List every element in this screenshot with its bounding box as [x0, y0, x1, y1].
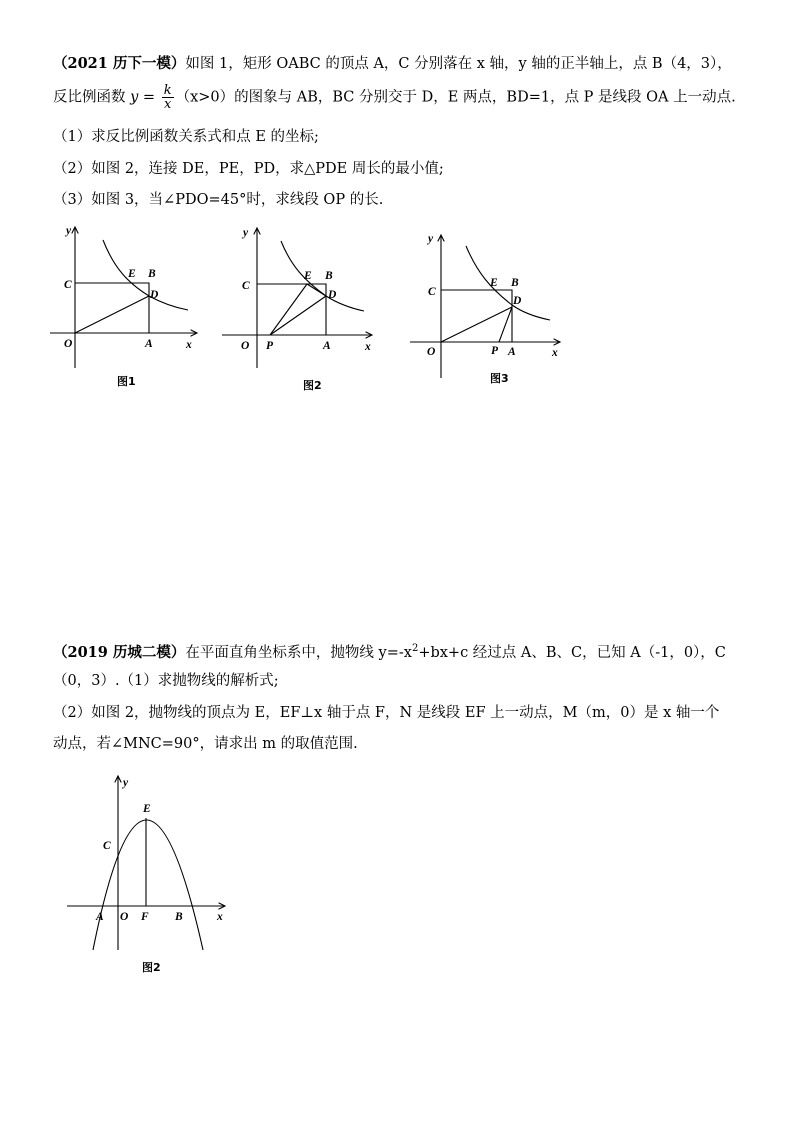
problem2-line4: 动点，若∠MNC=90°，请求出 m 的取值范围.	[53, 736, 358, 752]
fig3-label-A: A	[508, 346, 516, 358]
fig1-segment-OD	[75, 296, 149, 333]
problem1-statement-a: 如图 1，矩形 OABC 的顶点 A，C 分别落在 x 轴，y 轴的正半轴上，点 B（4，3），	[185, 56, 732, 72]
fig2-label-C: C	[242, 280, 250, 292]
fig4-label-E: E	[143, 803, 151, 815]
problem2-line1	[53, 639, 726, 663]
fig2-segment-PD	[270, 296, 326, 335]
problem2-statement-a-pre: 在平面直角坐标系中，抛物线 y=-x	[185, 644, 412, 661]
fig1-label-E: E	[128, 268, 136, 280]
fig3-label-x: x	[552, 347, 558, 359]
fraction-denominator: x	[163, 97, 172, 112]
fig1-label-D: D	[150, 289, 159, 301]
fraction-numerator: k	[163, 83, 172, 98]
fig4-label-C: C	[103, 840, 111, 852]
fig1-label-C: C	[64, 279, 72, 291]
fig2-segment-DE	[307, 284, 326, 296]
fig2-label-A: A	[323, 340, 331, 352]
problem2-line3: （2）如图 2，抛物线的顶点为 E，EF⊥x 轴于点 F，N 是线段 EF 上一动点，M（m，0）是 x 轴一个	[53, 705, 720, 721]
fig3-label-D: D	[513, 295, 522, 307]
fig1-label-x: x	[186, 339, 192, 351]
fig1-caption: 图1	[117, 375, 136, 388]
problem2-statement-a-post: +bx+c 经过点 A、B、C，已知 A（-1，0），C	[418, 644, 726, 661]
fig1-label-y: y	[66, 225, 72, 237]
fig4-label-y: y	[123, 777, 129, 789]
problem1-source: （2021 历下一模）	[53, 55, 186, 72]
problem1-statement-b-suffix: （x>0）的图象与 AB，BC 分别交于 D，E 两点，BD=1，点 P 是线段 OA 上一动点.	[175, 89, 736, 106]
problem1-statement-b-prefix: 反比例函数	[53, 89, 126, 106]
problem1-question2: （2）如图 2，连接 DE，PE，PD，求△PDE 周长的最小值;	[53, 161, 444, 177]
figure3-labels	[426, 233, 558, 385]
fig4-label-B: B	[175, 911, 183, 923]
fig2-segment-PE	[270, 284, 307, 335]
fig1-label-B: B	[148, 268, 156, 280]
fig2-label-D: D	[328, 289, 337, 301]
fig4-label-x: x	[217, 911, 223, 923]
fig1-label-A: A	[145, 338, 153, 350]
function-y: y	[130, 89, 139, 106]
fig1-rectangle	[75, 283, 149, 333]
problem1-question1: （1）求反比例函数关系式和点 E 的坐标;	[53, 129, 319, 145]
fig2-hyperbola	[281, 241, 364, 311]
fig1-hyperbola	[103, 240, 188, 310]
fig4-label-F: F	[141, 911, 149, 923]
fig2-label-x: x	[365, 341, 371, 353]
fig4-label-O: O	[120, 911, 129, 923]
fig3-caption: 图3	[490, 372, 509, 385]
parabola-figure-labels	[95, 777, 223, 974]
fig3-label-E: E	[490, 277, 498, 289]
problem2-source: （2019 历城二模）	[53, 643, 186, 661]
fig3-label-B: B	[511, 277, 519, 289]
problem1-question3: （3）如图 3，当∠PDO=45°时，求线段 OP 的长.	[53, 192, 384, 208]
fig2-label-B: B	[325, 270, 333, 282]
fig4-caption: 图2	[142, 961, 161, 974]
fig2-label-E: E	[304, 270, 312, 282]
fig2-caption: 图2	[303, 379, 322, 392]
fig2-label-O: O	[241, 340, 250, 352]
fig2-label-y: y	[243, 227, 249, 239]
problem2-superscript: 2	[411, 643, 419, 654]
fig3-label-y: y	[428, 233, 434, 245]
fig3-label-C: C	[428, 286, 436, 298]
fig1-label-O: O	[64, 338, 73, 350]
fig4-label-A: A	[96, 911, 104, 923]
problem2-line2: （0，3）.（1）求抛物线的解析式;	[53, 673, 279, 689]
fig3-label-P: P	[491, 345, 499, 357]
fig2-rectangle	[257, 284, 326, 335]
fig2-label-P: P	[266, 340, 274, 352]
fig3-label-O: O	[427, 346, 436, 358]
function-eq: =	[138, 89, 160, 106]
